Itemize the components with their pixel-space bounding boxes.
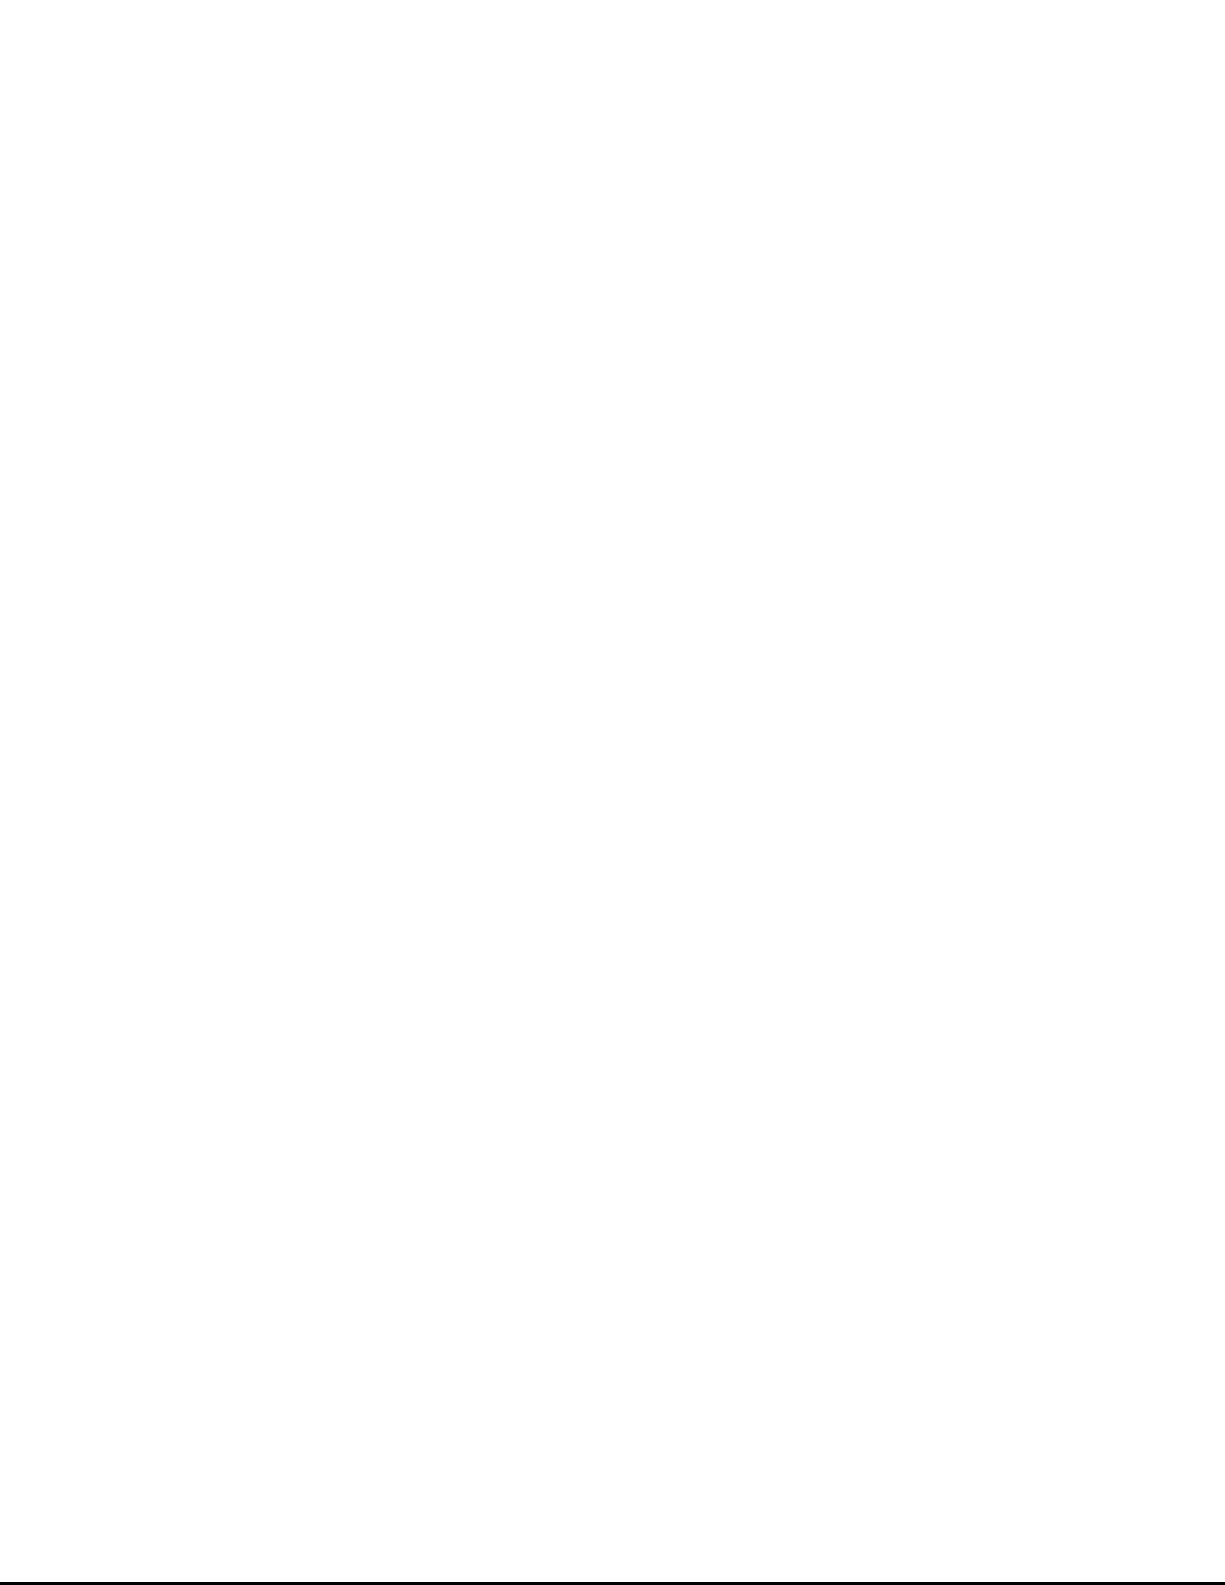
question-heading [274,118,954,140]
document-page [274,107,954,140]
